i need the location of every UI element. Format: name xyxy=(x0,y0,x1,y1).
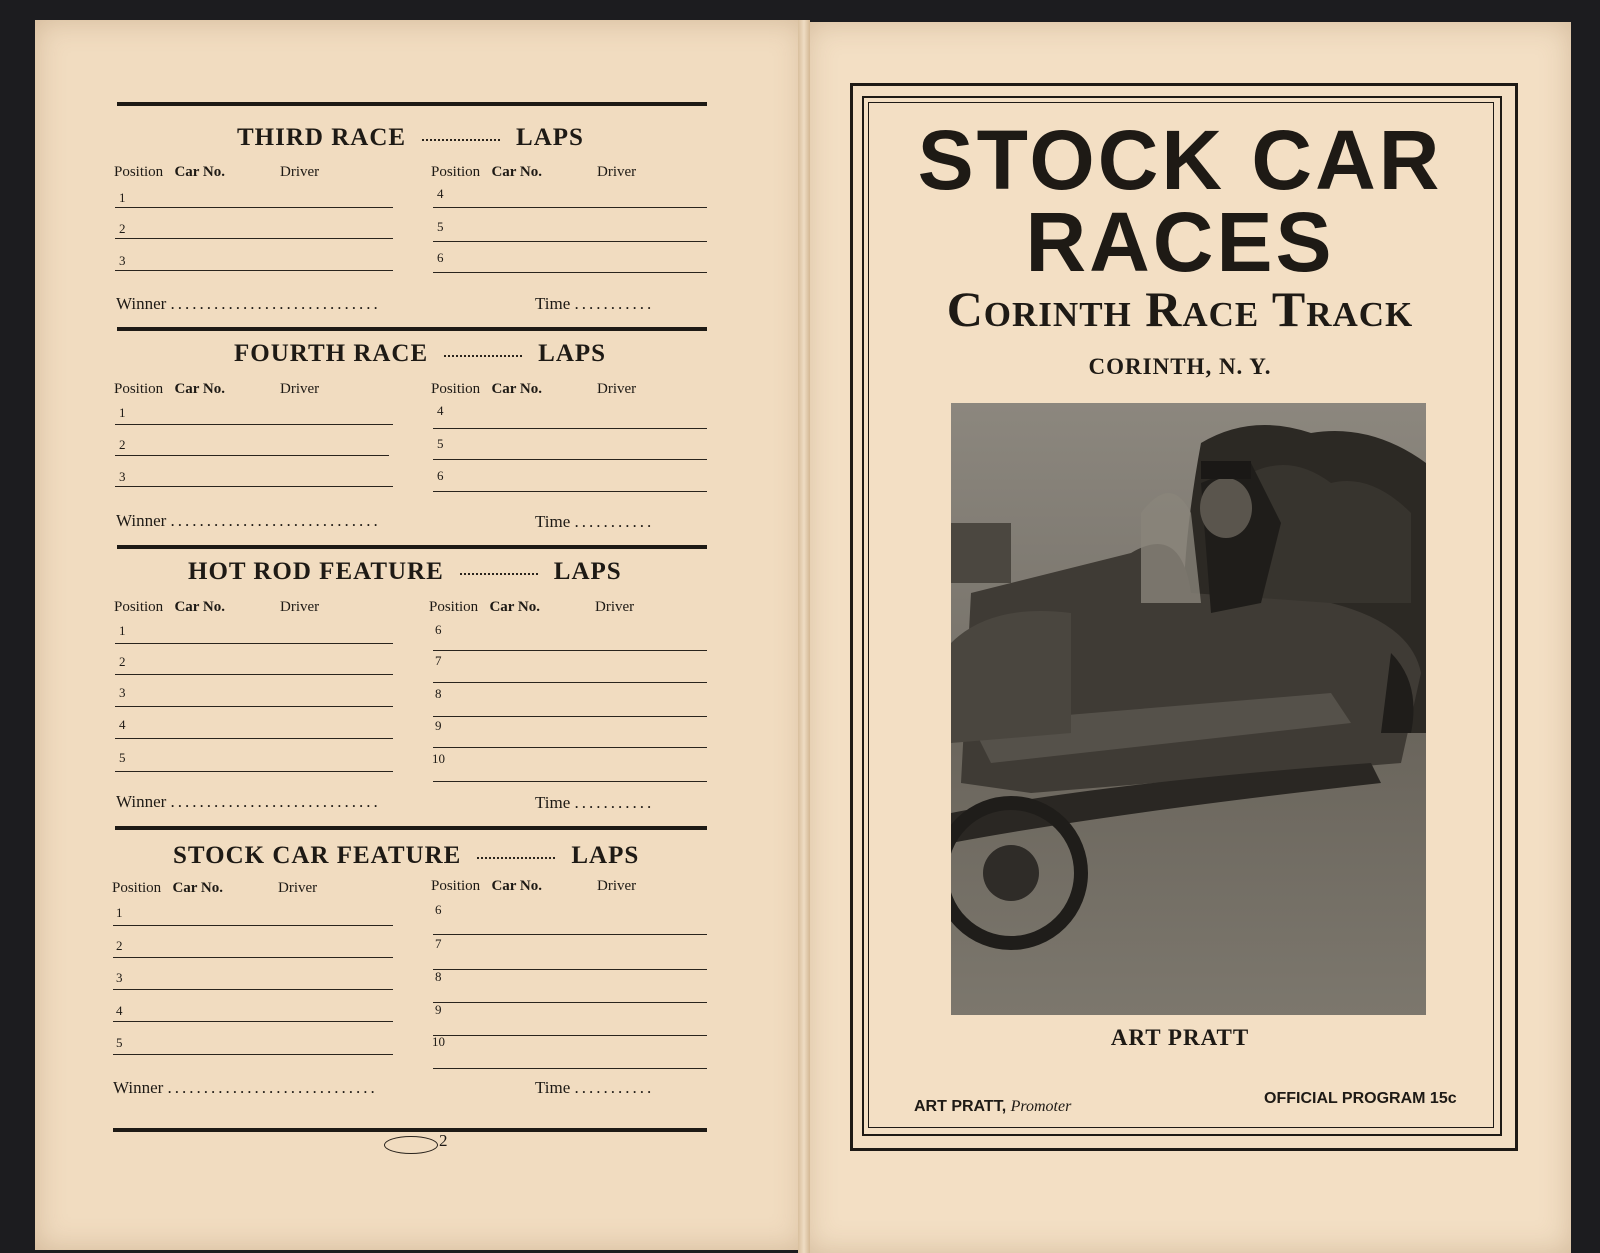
column-headers-right: Position Car No. Driver xyxy=(431,381,637,397)
photo-caption: ART PRATT xyxy=(1110,1025,1250,1050)
column-headers-left: Position Car No. Driver xyxy=(114,381,320,397)
race-title: HOT ROD FEATURE LAPS xyxy=(188,558,622,585)
winner-line: Winner ............................. xyxy=(116,294,381,313)
position-number: 8 xyxy=(435,969,442,984)
position-number: 5 xyxy=(437,219,444,234)
position-number: 2 xyxy=(116,938,123,953)
entry-line xyxy=(433,207,707,208)
entry-line xyxy=(433,969,707,970)
entry-line xyxy=(433,650,707,651)
time-line: Time ........... xyxy=(535,793,655,812)
location: CORINTH, N. Y. xyxy=(1088,354,1272,379)
cover-title-line1: STOCK CAR xyxy=(917,113,1443,207)
entry-line xyxy=(115,270,393,271)
section-rule xyxy=(117,327,707,331)
entry-line xyxy=(115,424,393,425)
entry-line xyxy=(115,238,393,239)
section-rule xyxy=(117,545,707,549)
position-number: 8 xyxy=(435,686,442,701)
entry-line xyxy=(113,989,393,990)
program-page-left xyxy=(35,20,805,1250)
entry-line xyxy=(433,459,707,460)
position-number: 4 xyxy=(116,1003,123,1018)
column-headers-right: Position Car No. Driver xyxy=(431,878,637,894)
union-label-emblem xyxy=(384,1136,438,1154)
winner-line: Winner ............................. xyxy=(113,1078,378,1097)
race-car-illustration xyxy=(951,403,1426,1015)
position-number: 3 xyxy=(119,253,126,268)
time-line: Time ........... xyxy=(535,1078,655,1097)
position-number: 1 xyxy=(116,905,123,920)
position-number: 5 xyxy=(437,436,444,451)
entry-line xyxy=(113,1021,393,1022)
entry-line xyxy=(433,272,707,273)
entry-line xyxy=(115,207,393,208)
race-car-photo xyxy=(951,403,1426,1015)
column-headers-left: Position Car No. Driver xyxy=(112,880,318,896)
position-number: 1 xyxy=(119,405,126,420)
position-number: 1 xyxy=(119,623,126,638)
entry-line xyxy=(433,781,707,782)
position-number: 4 xyxy=(437,186,444,201)
position-number: 3 xyxy=(119,469,126,484)
entry-line xyxy=(433,682,707,683)
position-number: 6 xyxy=(435,622,442,637)
position-number: 4 xyxy=(437,403,444,418)
entry-line xyxy=(433,1002,707,1003)
entry-line xyxy=(115,486,393,487)
entry-line xyxy=(115,643,393,644)
entry-line xyxy=(115,738,393,739)
entry-line xyxy=(433,716,707,717)
track-name: Corinth Race Track xyxy=(946,281,1414,337)
position-number: 9 xyxy=(435,1002,442,1017)
cover-title-line2: RACES xyxy=(1025,195,1335,289)
position-number: 5 xyxy=(116,1035,123,1050)
position-number: 7 xyxy=(435,936,442,951)
column-headers-right: Position Car No. Driver xyxy=(431,164,637,180)
position-number: 10 xyxy=(432,751,445,766)
bottom-rule xyxy=(113,1128,707,1132)
position-number: 4 xyxy=(119,717,126,732)
entry-line xyxy=(433,491,707,492)
position-number: 10 xyxy=(432,1034,445,1049)
race-title: THIRD RACE LAPS xyxy=(237,124,584,151)
top-rule xyxy=(117,102,707,106)
entry-line xyxy=(433,1068,707,1069)
position-number: 2 xyxy=(119,221,126,236)
booklet-spine xyxy=(798,20,810,1253)
entry-line xyxy=(113,957,393,958)
winner-line: Winner ............................. xyxy=(116,511,381,530)
entry-line xyxy=(433,241,707,242)
position-number: 6 xyxy=(437,468,444,483)
race-title: FOURTH RACE LAPS xyxy=(234,340,607,367)
entry-line xyxy=(433,747,707,748)
entry-line xyxy=(115,706,393,707)
page-number: 2 xyxy=(439,1131,448,1150)
column-headers-right: Position Car No. Driver xyxy=(429,599,635,615)
entry-line xyxy=(115,455,389,456)
position-number: 6 xyxy=(435,902,442,917)
position-number: 2 xyxy=(119,437,126,452)
promoter-credit: ART PRATT, Promoter xyxy=(914,1098,1072,1115)
race-title: STOCK CAR FEATURE LAPS xyxy=(173,842,640,869)
column-headers-left: Position Car No. Driver xyxy=(114,164,320,180)
position-number: 3 xyxy=(119,685,126,700)
position-number: 6 xyxy=(437,250,444,265)
entry-line xyxy=(433,428,707,429)
time-line: Time ........... xyxy=(535,294,655,313)
position-number: 2 xyxy=(119,654,126,669)
position-number: 5 xyxy=(119,750,126,765)
entry-line xyxy=(115,674,393,675)
section-rule xyxy=(115,826,707,830)
entry-line xyxy=(433,934,707,935)
entry-line xyxy=(113,925,393,926)
winner-line: Winner ............................. xyxy=(116,792,381,811)
position-number: 1 xyxy=(119,190,126,205)
entry-line xyxy=(433,1035,707,1036)
time-line: Time ........... xyxy=(535,512,655,531)
position-number: 7 xyxy=(435,653,442,668)
entry-line xyxy=(115,771,393,772)
position-number: 9 xyxy=(435,718,442,733)
entry-line xyxy=(113,1054,393,1055)
column-headers-left: Position Car No. Driver xyxy=(114,599,320,615)
position-number: 3 xyxy=(116,970,123,985)
program-price: OFFICIAL PROGRAM 15c xyxy=(1264,1090,1457,1107)
